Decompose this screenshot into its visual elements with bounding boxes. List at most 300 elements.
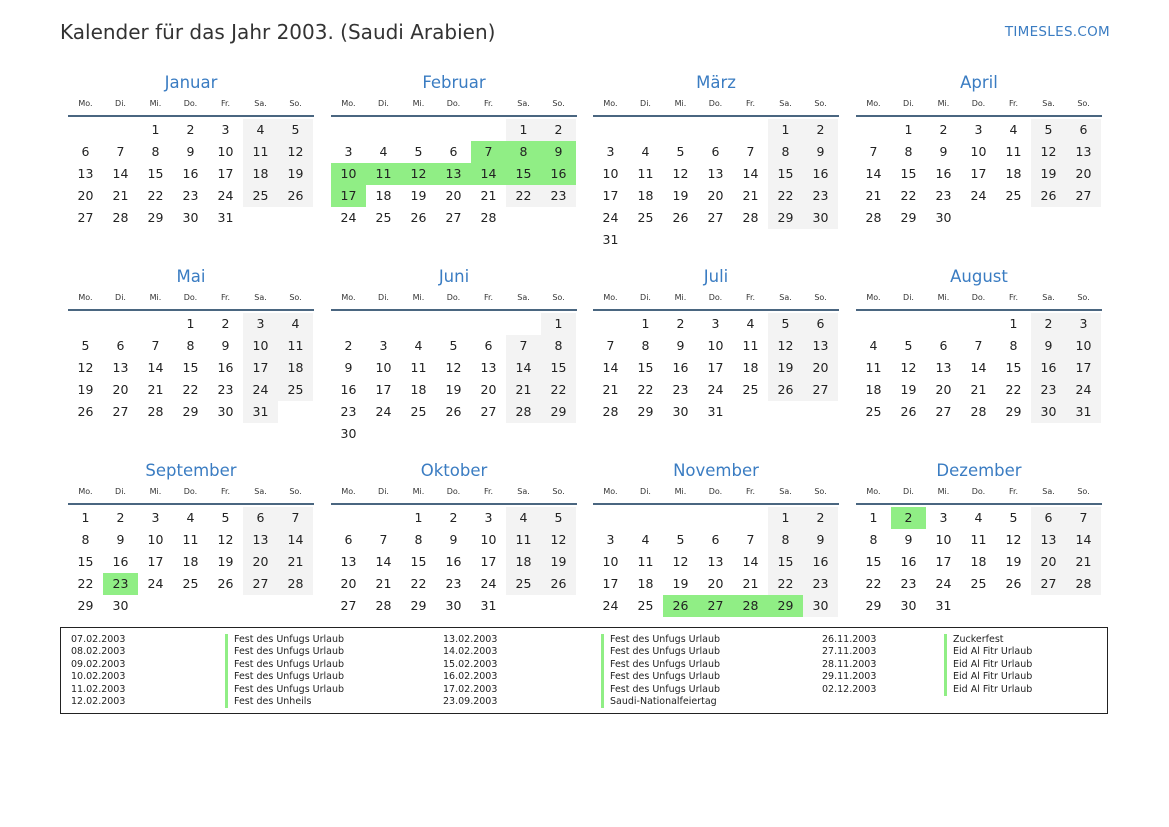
day-cell[interactable]: 13: [480, 360, 497, 375]
day-cell[interactable]: 22: [147, 188, 164, 203]
weekend-day-cell[interactable]: 4: [278, 313, 313, 335]
day-cell[interactable]: 6: [711, 144, 720, 159]
day-cell[interactable]: 29: [900, 210, 917, 225]
weekend-day-cell[interactable]: 17: [1066, 357, 1101, 379]
day-cell[interactable]: 9: [344, 360, 353, 375]
day-cell[interactable]: 25: [742, 382, 759, 397]
day-cell[interactable]: 14: [602, 360, 619, 375]
day-cell[interactable]: 15: [637, 360, 654, 375]
weekend-day-cell[interactable]: 26: [1031, 185, 1066, 207]
day-cell[interactable]: 11: [742, 338, 759, 353]
day-cell[interactable]: 21: [375, 576, 392, 591]
weekend-day-cell[interactable]: 26: [768, 379, 803, 401]
holiday-day-cell[interactable]: 9: [541, 141, 576, 163]
weekend-day-cell[interactable]: 6: [803, 313, 838, 335]
day-cell[interactable]: 12: [445, 360, 462, 375]
day-cell[interactable]: 1: [869, 510, 878, 525]
day-cell[interactable]: 10: [375, 360, 392, 375]
day-cell[interactable]: 8: [151, 144, 160, 159]
day-cell[interactable]: 31: [602, 232, 619, 247]
day-cell[interactable]: 16: [340, 382, 357, 397]
weekend-day-cell[interactable]: 27: [1066, 185, 1101, 207]
day-cell[interactable]: 24: [970, 188, 987, 203]
day-cell[interactable]: 17: [970, 166, 987, 181]
day-cell[interactable]: 8: [1009, 338, 1018, 353]
day-cell[interactable]: 3: [711, 316, 720, 331]
day-cell[interactable]: 26: [900, 404, 917, 419]
day-cell[interactable]: 7: [116, 144, 125, 159]
weekend-day-cell[interactable]: 28: [1066, 573, 1101, 595]
day-cell[interactable]: 25: [375, 210, 392, 225]
day-cell[interactable]: 6: [939, 338, 948, 353]
weekend-day-cell[interactable]: 30: [803, 207, 838, 229]
day-cell[interactable]: 7: [974, 338, 983, 353]
holiday-day-cell[interactable]: 2: [891, 507, 926, 529]
day-cell[interactable]: 30: [182, 210, 199, 225]
day-cell[interactable]: 30: [112, 598, 129, 613]
day-cell[interactable]: 2: [939, 122, 948, 137]
day-cell[interactable]: 23: [445, 576, 462, 591]
weekend-day-cell[interactable]: 24: [1066, 379, 1101, 401]
day-cell[interactable]: 25: [865, 404, 882, 419]
holiday-day-cell[interactable]: 23: [103, 573, 138, 595]
weekend-day-cell[interactable]: 27: [803, 379, 838, 401]
day-cell[interactable]: 4: [641, 144, 650, 159]
day-cell[interactable]: 24: [480, 576, 497, 591]
day-cell[interactable]: 25: [637, 598, 654, 613]
day-cell[interactable]: 3: [974, 122, 983, 137]
day-cell[interactable]: 4: [869, 338, 878, 353]
day-cell[interactable]: 17: [935, 554, 952, 569]
weekend-day-cell[interactable]: 20: [803, 357, 838, 379]
day-cell[interactable]: 17: [707, 360, 724, 375]
day-cell[interactable]: 4: [1009, 122, 1018, 137]
weekend-day-cell[interactable]: 30: [803, 595, 838, 617]
day-cell[interactable]: 24: [217, 188, 234, 203]
day-cell[interactable]: 7: [746, 144, 755, 159]
day-cell[interactable]: 5: [1009, 510, 1018, 525]
day-cell[interactable]: 20: [340, 576, 357, 591]
holiday-day-cell[interactable]: 11: [366, 163, 401, 185]
weekend-day-cell[interactable]: 7: [278, 507, 313, 529]
weekend-day-cell[interactable]: 26: [278, 185, 313, 207]
day-cell[interactable]: 19: [217, 554, 234, 569]
day-cell[interactable]: 11: [410, 360, 427, 375]
holiday-day-cell[interactable]: 17: [331, 185, 366, 207]
weekend-day-cell[interactable]: 21: [278, 551, 313, 573]
day-cell[interactable]: 26: [672, 210, 689, 225]
weekend-day-cell[interactable]: 28: [506, 401, 541, 423]
day-cell[interactable]: 4: [641, 532, 650, 547]
day-cell[interactable]: 10: [217, 144, 234, 159]
day-cell[interactable]: 19: [672, 188, 689, 203]
day-cell[interactable]: 27: [112, 404, 129, 419]
weekend-day-cell[interactable]: 12: [1031, 141, 1066, 163]
weekend-day-cell[interactable]: 8: [768, 529, 803, 551]
day-cell[interactable]: 2: [221, 316, 230, 331]
weekend-day-cell[interactable]: 2: [1031, 313, 1066, 335]
day-cell[interactable]: 10: [147, 532, 164, 547]
weekend-day-cell[interactable]: 16: [803, 163, 838, 185]
day-cell[interactable]: 29: [865, 598, 882, 613]
day-cell[interactable]: 22: [77, 576, 94, 591]
day-cell[interactable]: 18: [742, 360, 759, 375]
day-cell[interactable]: 29: [1005, 404, 1022, 419]
day-cell[interactable]: 11: [182, 532, 199, 547]
day-cell[interactable]: 6: [116, 338, 125, 353]
day-cell[interactable]: 23: [672, 382, 689, 397]
day-cell[interactable]: 3: [344, 144, 353, 159]
day-cell[interactable]: 26: [77, 404, 94, 419]
day-cell[interactable]: 29: [637, 404, 654, 419]
day-cell[interactable]: 19: [410, 188, 427, 203]
day-cell[interactable]: 20: [77, 188, 94, 203]
weekend-day-cell[interactable]: 4: [243, 119, 278, 141]
day-cell[interactable]: 18: [970, 554, 987, 569]
holiday-day-cell[interactable]: 13: [436, 163, 471, 185]
day-cell[interactable]: 5: [676, 532, 685, 547]
day-cell[interactable]: 22: [900, 188, 917, 203]
weekend-day-cell[interactable]: 10: [243, 335, 278, 357]
day-cell[interactable]: 28: [147, 404, 164, 419]
weekend-day-cell[interactable]: 1: [506, 119, 541, 141]
day-cell[interactable]: 30: [340, 426, 357, 441]
day-cell[interactable]: 17: [147, 554, 164, 569]
day-cell[interactable]: 4: [974, 510, 983, 525]
day-cell[interactable]: 24: [602, 210, 619, 225]
holiday-day-cell[interactable]: 26: [663, 595, 698, 617]
day-cell[interactable]: 10: [602, 166, 619, 181]
day-cell[interactable]: 24: [340, 210, 357, 225]
holiday-day-cell[interactable]: 27: [698, 595, 733, 617]
weekend-day-cell[interactable]: 23: [803, 185, 838, 207]
day-cell[interactable]: 8: [414, 532, 423, 547]
day-cell[interactable]: 7: [606, 338, 615, 353]
weekend-day-cell[interactable]: 22: [506, 185, 541, 207]
weekend-day-cell[interactable]: 29: [768, 207, 803, 229]
day-cell[interactable]: 13: [707, 166, 724, 181]
weekend-day-cell[interactable]: 15: [541, 357, 576, 379]
weekend-day-cell[interactable]: 16: [1031, 357, 1066, 379]
day-cell[interactable]: 9: [904, 532, 913, 547]
day-cell[interactable]: 24: [375, 404, 392, 419]
day-cell[interactable]: 4: [414, 338, 423, 353]
day-cell[interactable]: 10: [480, 532, 497, 547]
day-cell[interactable]: 1: [186, 316, 195, 331]
day-cell[interactable]: 27: [77, 210, 94, 225]
day-cell[interactable]: 8: [81, 532, 90, 547]
day-cell[interactable]: 9: [116, 532, 125, 547]
weekend-day-cell[interactable]: 1: [768, 119, 803, 141]
day-cell[interactable]: 3: [379, 338, 388, 353]
weekend-day-cell[interactable]: 9: [803, 141, 838, 163]
day-cell[interactable]: 1: [641, 316, 650, 331]
day-cell[interactable]: 18: [637, 188, 654, 203]
weekend-day-cell[interactable]: 5: [278, 119, 313, 141]
day-cell[interactable]: 5: [221, 510, 230, 525]
weekend-day-cell[interactable]: 20: [243, 551, 278, 573]
day-cell[interactable]: 20: [707, 188, 724, 203]
day-cell[interactable]: 28: [970, 404, 987, 419]
day-cell[interactable]: 5: [414, 144, 423, 159]
day-cell[interactable]: 14: [147, 360, 164, 375]
weekend-day-cell[interactable]: 12: [541, 529, 576, 551]
weekend-day-cell[interactable]: 6: [1031, 507, 1066, 529]
day-cell[interactable]: 5: [676, 144, 685, 159]
holiday-day-cell[interactable]: 15: [506, 163, 541, 185]
day-cell[interactable]: 26: [217, 576, 234, 591]
weekend-day-cell[interactable]: 14: [506, 357, 541, 379]
weekend-day-cell[interactable]: 21: [1066, 551, 1101, 573]
day-cell[interactable]: 23: [340, 404, 357, 419]
weekend-day-cell[interactable]: 18: [506, 551, 541, 573]
day-cell[interactable]: 21: [602, 382, 619, 397]
day-cell[interactable]: 2: [344, 338, 353, 353]
day-cell[interactable]: 3: [606, 532, 615, 547]
day-cell[interactable]: 4: [379, 144, 388, 159]
day-cell[interactable]: 5: [81, 338, 90, 353]
day-cell[interactable]: 12: [900, 360, 917, 375]
day-cell[interactable]: 16: [935, 166, 952, 181]
day-cell[interactable]: 25: [410, 404, 427, 419]
weekend-day-cell[interactable]: 31: [1066, 401, 1101, 423]
day-cell[interactable]: 15: [410, 554, 427, 569]
weekend-day-cell[interactable]: 13: [1066, 141, 1101, 163]
day-cell[interactable]: 6: [81, 144, 90, 159]
weekend-day-cell[interactable]: 18: [278, 357, 313, 379]
day-cell[interactable]: 1: [414, 510, 423, 525]
day-cell[interactable]: 13: [112, 360, 129, 375]
day-cell[interactable]: 16: [182, 166, 199, 181]
day-cell[interactable]: 10: [602, 554, 619, 569]
day-cell[interactable]: 30: [900, 598, 917, 613]
day-cell[interactable]: 2: [116, 510, 125, 525]
day-cell[interactable]: 26: [445, 404, 462, 419]
weekend-day-cell[interactable]: 25: [243, 185, 278, 207]
day-cell[interactable]: 14: [742, 554, 759, 569]
day-cell[interactable]: 17: [602, 188, 619, 203]
day-cell[interactable]: 14: [865, 166, 882, 181]
holiday-day-cell[interactable]: 7: [471, 141, 506, 163]
day-cell[interactable]: 4: [746, 316, 755, 331]
day-cell[interactable]: 17: [602, 576, 619, 591]
weekend-day-cell[interactable]: 19: [768, 357, 803, 379]
day-cell[interactable]: 1: [1009, 316, 1018, 331]
day-cell[interactable]: 20: [480, 382, 497, 397]
day-cell[interactable]: 10: [707, 338, 724, 353]
day-cell[interactable]: 1: [904, 122, 913, 137]
day-cell[interactable]: 11: [865, 360, 882, 375]
weekend-day-cell[interactable]: 29: [541, 401, 576, 423]
day-cell[interactable]: 21: [147, 382, 164, 397]
day-cell[interactable]: 2: [676, 316, 685, 331]
day-cell[interactable]: 14: [970, 360, 987, 375]
day-cell[interactable]: 25: [182, 576, 199, 591]
day-cell[interactable]: 26: [410, 210, 427, 225]
day-cell[interactable]: 6: [484, 338, 493, 353]
weekend-day-cell[interactable]: 17: [243, 357, 278, 379]
weekend-day-cell[interactable]: 19: [278, 163, 313, 185]
day-cell[interactable]: 23: [217, 382, 234, 397]
day-cell[interactable]: 30: [445, 598, 462, 613]
weekend-day-cell[interactable]: 13: [1031, 529, 1066, 551]
weekend-day-cell[interactable]: 11: [243, 141, 278, 163]
day-cell[interactable]: 21: [742, 576, 759, 591]
day-cell[interactable]: 22: [637, 382, 654, 397]
day-cell[interactable]: 25: [970, 576, 987, 591]
day-cell[interactable]: 10: [970, 144, 987, 159]
weekend-day-cell[interactable]: 22: [768, 185, 803, 207]
day-cell[interactable]: 3: [221, 122, 230, 137]
day-cell[interactable]: 8: [641, 338, 650, 353]
weekend-day-cell[interactable]: 2: [803, 119, 838, 141]
weekend-day-cell[interactable]: 11: [506, 529, 541, 551]
day-cell[interactable]: 28: [112, 210, 129, 225]
day-cell[interactable]: 9: [186, 144, 195, 159]
weekend-day-cell[interactable]: 23: [541, 185, 576, 207]
day-cell[interactable]: 8: [186, 338, 195, 353]
day-cell[interactable]: 10: [935, 532, 952, 547]
day-cell[interactable]: 5: [449, 338, 458, 353]
day-cell[interactable]: 25: [637, 210, 654, 225]
weekend-day-cell[interactable]: 27: [243, 573, 278, 595]
day-cell[interactable]: 3: [151, 510, 160, 525]
day-cell[interactable]: 27: [935, 404, 952, 419]
day-cell[interactable]: 20: [112, 382, 129, 397]
day-cell[interactable]: 27: [340, 598, 357, 613]
day-cell[interactable]: 29: [77, 598, 94, 613]
day-cell[interactable]: 13: [340, 554, 357, 569]
day-cell[interactable]: 15: [865, 554, 882, 569]
holiday-day-cell[interactable]: 29: [768, 595, 803, 617]
weekend-day-cell[interactable]: 4: [506, 507, 541, 529]
day-cell[interactable]: 22: [1005, 382, 1022, 397]
weekend-day-cell[interactable]: 21: [506, 379, 541, 401]
day-cell[interactable]: 4: [186, 510, 195, 525]
weekend-day-cell[interactable]: 15: [768, 163, 803, 185]
day-cell[interactable]: 3: [939, 510, 948, 525]
day-cell[interactable]: 27: [480, 404, 497, 419]
day-cell[interactable]: 2: [186, 122, 195, 137]
day-cell[interactable]: 3: [606, 144, 615, 159]
day-cell[interactable]: 15: [77, 554, 94, 569]
day-cell[interactable]: 8: [904, 144, 913, 159]
day-cell[interactable]: 18: [410, 382, 427, 397]
day-cell[interactable]: 28: [742, 210, 759, 225]
day-cell[interactable]: 6: [449, 144, 458, 159]
day-cell[interactable]: 17: [480, 554, 497, 569]
day-cell[interactable]: 12: [77, 360, 94, 375]
day-cell[interactable]: 15: [182, 360, 199, 375]
weekend-day-cell[interactable]: 25: [506, 573, 541, 595]
weekend-day-cell[interactable]: 19: [1031, 163, 1066, 185]
weekend-day-cell[interactable]: 5: [1031, 119, 1066, 141]
weekend-day-cell[interactable]: 3: [1066, 313, 1101, 335]
day-cell[interactable]: 16: [112, 554, 129, 569]
weekend-day-cell[interactable]: 13: [243, 529, 278, 551]
day-cell[interactable]: 19: [77, 382, 94, 397]
weekend-day-cell[interactable]: 2: [803, 507, 838, 529]
day-cell[interactable]: 23: [935, 188, 952, 203]
day-cell[interactable]: 20: [935, 382, 952, 397]
day-cell[interactable]: 20: [445, 188, 462, 203]
weekend-day-cell[interactable]: 10: [1066, 335, 1101, 357]
weekend-day-cell[interactable]: 14: [278, 529, 313, 551]
day-cell[interactable]: 13: [935, 360, 952, 375]
weekend-day-cell[interactable]: 9: [803, 529, 838, 551]
day-cell[interactable]: 31: [935, 598, 952, 613]
day-cell[interactable]: 31: [217, 210, 234, 225]
day-cell[interactable]: 11: [970, 532, 987, 547]
day-cell[interactable]: 26: [1005, 576, 1022, 591]
weekend-day-cell[interactable]: 3: [243, 313, 278, 335]
day-cell[interactable]: 7: [151, 338, 160, 353]
day-cell[interactable]: 15: [900, 166, 917, 181]
day-cell[interactable]: 13: [707, 554, 724, 569]
weekend-day-cell[interactable]: 19: [541, 551, 576, 573]
day-cell[interactable]: 31: [480, 598, 497, 613]
day-cell[interactable]: 12: [672, 554, 689, 569]
holiday-day-cell[interactable]: 12: [401, 163, 436, 185]
day-cell[interactable]: 20: [707, 576, 724, 591]
weekend-day-cell[interactable]: 28: [278, 573, 313, 595]
weekend-day-cell[interactable]: 30: [1031, 401, 1066, 423]
weekend-day-cell[interactable]: 8: [768, 141, 803, 163]
day-cell[interactable]: 7: [746, 532, 755, 547]
day-cell[interactable]: 1: [81, 510, 90, 525]
weekend-day-cell[interactable]: 25: [278, 379, 313, 401]
day-cell[interactable]: 9: [676, 338, 685, 353]
day-cell[interactable]: 28: [480, 210, 497, 225]
day-cell[interactable]: 17: [217, 166, 234, 181]
weekend-day-cell[interactable]: 24: [243, 379, 278, 401]
day-cell[interactable]: 12: [672, 166, 689, 181]
day-cell[interactable]: 9: [221, 338, 230, 353]
day-cell[interactable]: 5: [904, 338, 913, 353]
day-cell[interactable]: 11: [637, 166, 654, 181]
day-cell[interactable]: 18: [1005, 166, 1022, 181]
day-cell[interactable]: 7: [379, 532, 388, 547]
weekend-day-cell[interactable]: 16: [803, 551, 838, 573]
weekend-day-cell[interactable]: 20: [1031, 551, 1066, 573]
weekend-day-cell[interactable]: 27: [1031, 573, 1066, 595]
day-cell[interactable]: 16: [672, 360, 689, 375]
weekend-day-cell[interactable]: 11: [278, 335, 313, 357]
day-cell[interactable]: 19: [445, 382, 462, 397]
day-cell[interactable]: 27: [707, 210, 724, 225]
day-cell[interactable]: 30: [935, 210, 952, 225]
day-cell[interactable]: 19: [672, 576, 689, 591]
weekend-day-cell[interactable]: 1: [768, 507, 803, 529]
weekend-day-cell[interactable]: 12: [768, 335, 803, 357]
weekend-day-cell[interactable]: 1: [541, 313, 576, 335]
weekend-day-cell[interactable]: 26: [541, 573, 576, 595]
day-cell[interactable]: 22: [182, 382, 199, 397]
weekend-day-cell[interactable]: 18: [243, 163, 278, 185]
day-cell[interactable]: 2: [449, 510, 458, 525]
weekend-day-cell[interactable]: 8: [541, 335, 576, 357]
weekend-day-cell[interactable]: 31: [243, 401, 278, 423]
weekend-day-cell[interactable]: 20: [1066, 163, 1101, 185]
day-cell[interactable]: 29: [147, 210, 164, 225]
day-cell[interactable]: 18: [182, 554, 199, 569]
day-cell[interactable]: 12: [217, 532, 234, 547]
day-cell[interactable]: 18: [375, 188, 392, 203]
weekend-day-cell[interactable]: 12: [278, 141, 313, 163]
day-cell[interactable]: 28: [865, 210, 882, 225]
day-cell[interactable]: 14: [112, 166, 129, 181]
brand-link[interactable]: TIMESLES.COM: [1004, 24, 1110, 40]
